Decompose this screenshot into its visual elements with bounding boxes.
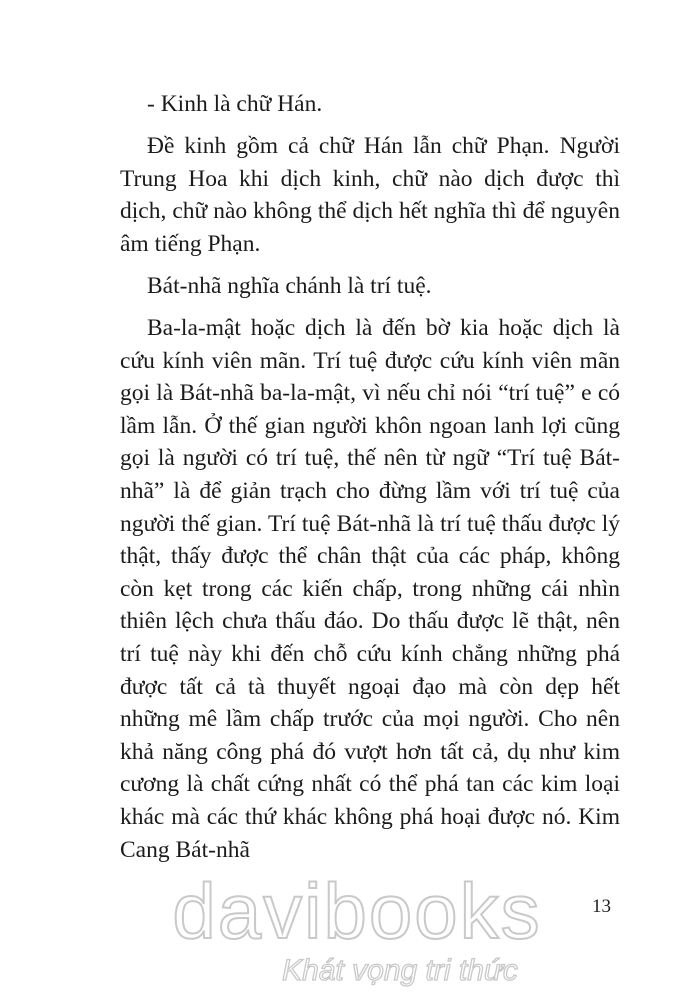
paragraph: Đề kinh gồm cả chữ Hán lẫn chữ Phạn. Người Trung Hoa khi dịch kinh, chữ nào dịch được thì dịch, chữ nào không thể dịch hết nghĩa thì để nguyên âm tiếng Phạn.: [120, 133, 620, 257]
watermark-brand: davibooks: [172, 867, 542, 955]
body-text: [120, 88, 620, 866]
page-number: 13: [592, 896, 611, 917]
paragraph: Bát-nhã nghĩa chánh là trí tuệ.: [147, 272, 432, 299]
watermark-tagline: Khát vọng tri thức: [282, 954, 518, 987]
paragraph: - Kinh là chữ Hán.: [147, 91, 323, 117]
paragraph: Ba-la-mật hoặc dịch là đến bờ kia hoặc dịch là cứu kính viên mãn. Trí tuệ được cứu kính viên mãn gọi là Bát-nhã ba-la-mật, vì nếu chỉ nói “trí tuệ” e có lầm lẫn. Ở thế gian người khôn ngoan lanh lợi cũng gọi là người có trí tuệ, thế nên từ ngữ “Trí tuệ Bát-nhã” là để giản trạch cho đừng lầm với trí tuệ của người thế gian. Trí tuệ Bát-nhã là trí tuệ thấu được lý thật, thấy được thể chân thật của các pháp, không còn kẹt trong các kiến chấp, trong những cái nhìn thiên lệch chưa thấu đáo. Do thấu được lẽ thật, nên trí tuệ này khi đến chỗ cứu kính chẳng những phá được tất cả tà thuyết ngoại đạo mà còn dẹp hết những mê lầm chấp trước của mọi người. Cho nên khả năng công phá đó vượt hơn tất cả, dụ như kim cương là chất cứng nhất có thể phá tan các kim loại khác mà các thứ khác không phá hoại được nó. Kim Cang Bát-nhã: [120, 315, 620, 863]
